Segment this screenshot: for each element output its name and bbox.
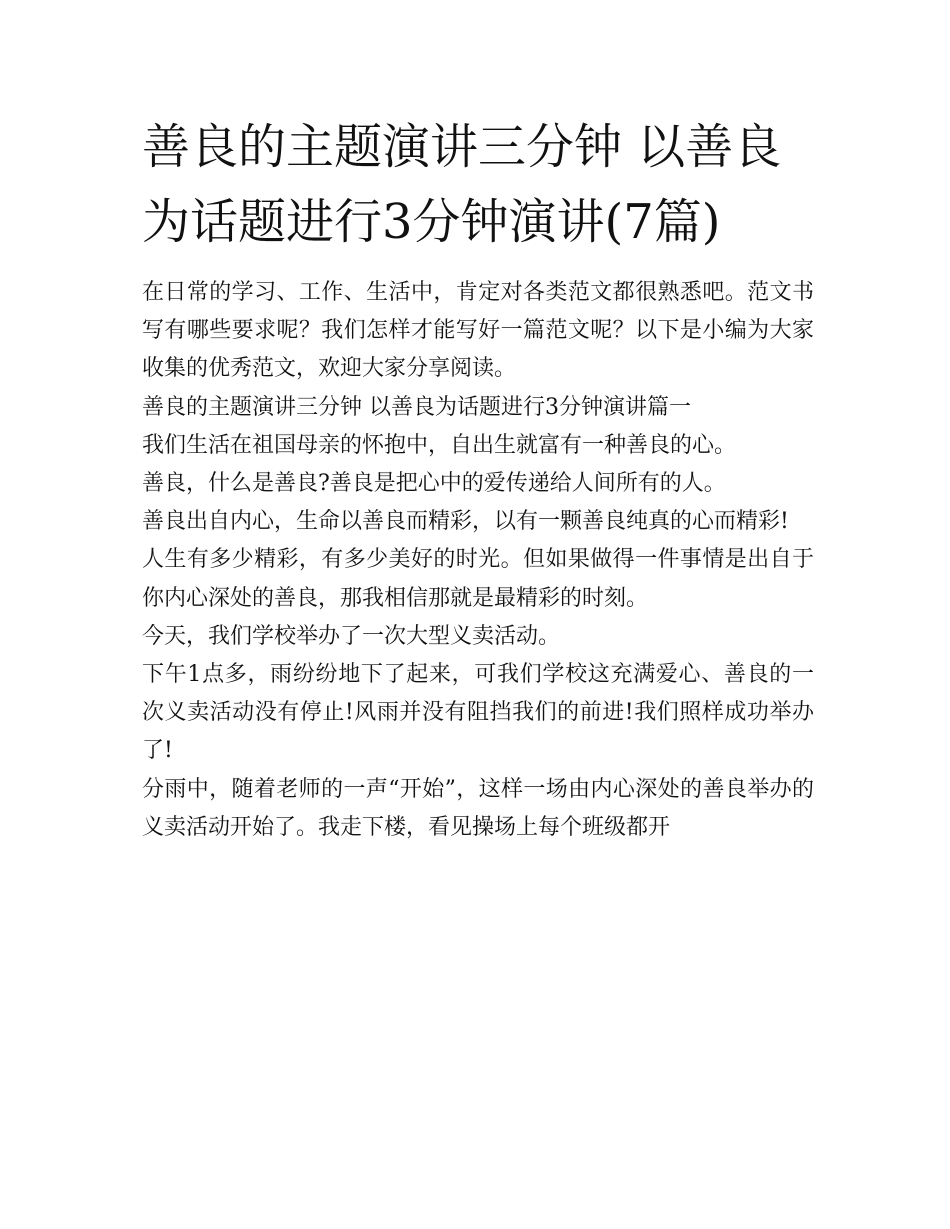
intro-paragraph: 在日常的学习、工作、生活中，肯定对各类范文都很熟悉吧。范文书写有哪些要求呢？我们怎样才能写好一篇范文呢？以下是小编为大家收集的优秀范文，欢迎大家分享阅读。 [142,280,814,382]
document-title: 善良的主题演讲三分钟 以善良为话题进行3分钟演讲(7篇) [142,119,782,250]
paragraph: 善良出自内心，生命以善良而精彩，以有一颗善良纯真的心而精彩! [142,509,789,535]
paragraph: 善良，什么是善良?善良是把心中的爱传递给人间所有的人。 [142,471,726,497]
section-heading: 善良的主题演讲三分钟 以善良为话题进行3分钟演讲篇一 [142,394,691,420]
paragraph: 今天，我们学校举办了一次大型义卖活动。 [142,623,561,649]
document-body [142,274,814,847]
paragraph: 分雨中，随着老师的一声“开始”，这样一场由内心深处的善良举办的义卖活动开始了。我走下楼，看见操场上每个班级都开 [142,776,814,840]
paragraph: 下午1点多，雨纷纷地下了起来，可我们学校这充满爱心、善良的一次义卖活动没有停止!风雨并没有阻挡我们的前进!我们照样成功举办了! [142,662,814,764]
paragraph: 我们生活在祖国母亲的怀抱中，自出生就富有一种善良的心。 [142,432,737,458]
document-page [142,110,814,847]
paragraph: 人生有多少精彩，有多少美好的时光。但如果做得一件事情是出自于你内心深处的善良，那我相信那就是最精彩的时刻。 [142,547,814,611]
